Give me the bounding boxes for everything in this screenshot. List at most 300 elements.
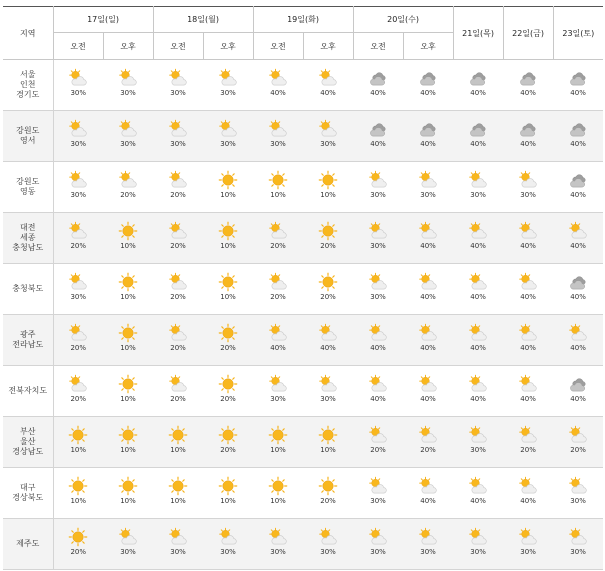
precipitation-probability: 20%	[120, 191, 136, 199]
precipitation-probability: 10%	[170, 446, 186, 454]
precipitation-probability: 40%	[570, 395, 586, 403]
partly-cloudy-icon	[568, 221, 588, 241]
region-cell	[3, 315, 53, 366]
precipitation-probability: 30%	[70, 293, 87, 301]
precipitation-probability: 20%	[170, 191, 186, 199]
am-header: 오전	[353, 33, 403, 60]
am-header: 오전	[153, 33, 203, 60]
table-body	[3, 60, 603, 570]
sunny-icon	[218, 425, 238, 445]
forecast-cell	[403, 60, 453, 111]
partly-cloudy-icon	[418, 323, 438, 343]
sunny-icon	[118, 476, 138, 496]
partly-cloudy-icon	[518, 221, 538, 241]
partly-cloudy-icon	[418, 170, 438, 190]
day-header: 17일(일)	[53, 7, 153, 33]
precipitation-probability: 10%	[220, 242, 236, 250]
precipitation-probability: 40%	[520, 344, 536, 352]
forecast-cell	[53, 213, 103, 264]
partly-cloudy-icon	[168, 170, 188, 190]
forecast-cell	[53, 519, 103, 570]
forecast-cell	[403, 366, 453, 417]
precipitation-probability: 20%	[170, 344, 186, 352]
sunny-icon	[318, 425, 338, 445]
region-name: 대전 세종 충청남도	[12, 223, 44, 252]
forecast-cell	[253, 417, 303, 468]
precipitation-probability: 40%	[570, 140, 586, 148]
precipitation-probability: 30%	[170, 548, 186, 556]
precipitation-probability: 40%	[420, 344, 436, 352]
forecast-cell	[553, 264, 603, 315]
sunny-icon	[68, 527, 88, 547]
precipitation-probability: 30%	[520, 548, 536, 556]
partly-cloudy-icon	[318, 323, 338, 343]
precipitation-probability: 40%	[470, 395, 486, 403]
forecast-cell	[353, 417, 403, 468]
region-column-header: 지역	[3, 7, 53, 60]
forecast-cell	[103, 366, 153, 417]
forecast-cell	[353, 213, 403, 264]
forecast-cell	[303, 315, 353, 366]
partly-cloudy-icon	[418, 221, 438, 241]
table-row	[3, 315, 603, 366]
precipitation-probability: 30%	[420, 191, 436, 199]
precipitation-probability: 40%	[420, 89, 436, 97]
forecast-cell	[53, 417, 103, 468]
precipitation-probability: 10%	[70, 497, 87, 505]
forecast-cell	[153, 60, 203, 111]
precipitation-probability: 10%	[220, 191, 236, 199]
partly-cloudy-icon	[68, 170, 88, 190]
region-cell	[3, 111, 53, 162]
precipitation-probability: 30%	[470, 446, 486, 454]
precipitation-probability: 30%	[70, 140, 87, 148]
precipitation-probability: 20%	[220, 344, 236, 352]
forecast-cell	[353, 60, 403, 111]
forecast-cell	[553, 519, 603, 570]
forecast-cell	[503, 468, 553, 519]
partly-cloudy-icon	[268, 119, 288, 139]
precipitation-probability: 20%	[570, 446, 586, 454]
precipitation-probability: 20%	[220, 395, 236, 403]
precipitation-probability: 10%	[320, 446, 336, 454]
precipitation-probability: 40%	[420, 293, 436, 301]
precipitation-probability: 40%	[420, 242, 436, 250]
forecast-cell	[503, 162, 553, 213]
table-row	[3, 111, 603, 162]
weather-forecast-table	[3, 6, 603, 570]
precipitation-probability: 40%	[570, 191, 586, 199]
region-cell	[3, 162, 53, 213]
partly-cloudy-icon	[568, 476, 588, 496]
precipitation-probability: 10%	[220, 497, 236, 505]
forecast-cell	[203, 264, 253, 315]
forecast-cell	[503, 264, 553, 315]
sunny-icon	[118, 272, 138, 292]
forecast-cell	[153, 111, 203, 162]
partly-cloudy-icon	[518, 374, 538, 394]
precipitation-probability: 30%	[270, 548, 286, 556]
partly-cloudy-icon	[168, 221, 188, 241]
partly-cloudy-icon	[68, 272, 88, 292]
partly-cloudy-icon	[468, 374, 488, 394]
forecast-cell	[303, 213, 353, 264]
partly-cloudy-icon	[268, 374, 288, 394]
forecast-cell	[553, 315, 603, 366]
precipitation-probability: 30%	[170, 89, 186, 97]
sunny-icon	[218, 272, 238, 292]
sunny-icon	[218, 170, 238, 190]
sunny-icon	[318, 476, 338, 496]
partly-cloudy-icon	[168, 374, 188, 394]
pm-header: 오후	[303, 33, 353, 60]
forecast-cell	[503, 60, 553, 111]
table-row	[3, 417, 603, 468]
forecast-cell	[303, 468, 353, 519]
sunny-icon	[118, 323, 138, 343]
forecast-cell	[253, 519, 303, 570]
sunny-icon	[268, 170, 288, 190]
partly-cloudy-icon	[68, 221, 88, 241]
precipitation-probability: 10%	[120, 446, 136, 454]
table-row	[3, 60, 603, 111]
precipitation-probability: 40%	[470, 89, 486, 97]
forecast-cell	[503, 315, 553, 366]
precipitation-probability: 30%	[320, 395, 336, 403]
forecast-cell	[403, 417, 453, 468]
precipitation-probability: 30%	[70, 89, 87, 97]
forecast-cell	[253, 162, 303, 213]
partly-cloudy-icon	[518, 425, 538, 445]
forecast-cell	[153, 519, 203, 570]
table-row	[3, 519, 603, 570]
partly-cloudy-icon	[168, 119, 188, 139]
sunny-icon	[318, 272, 338, 292]
table-row	[3, 213, 603, 264]
precipitation-probability: 10%	[170, 497, 186, 505]
precipitation-probability: 20%	[170, 395, 186, 403]
precipitation-probability: 10%	[270, 191, 286, 199]
forecast-cell	[553, 162, 603, 213]
forecast-cell	[253, 366, 303, 417]
precipitation-probability: 40%	[420, 497, 436, 505]
am-header: 오전	[253, 33, 303, 60]
am-header: 오전	[53, 33, 103, 60]
forecast-cell	[403, 519, 453, 570]
precipitation-probability: 10%	[120, 344, 136, 352]
precipitation-probability: 30%	[470, 191, 486, 199]
partly-cloudy-icon	[68, 323, 88, 343]
forecast-cell	[553, 468, 603, 519]
forecast-cell	[503, 417, 553, 468]
precipitation-probability: 40%	[370, 89, 386, 97]
precipitation-probability: 30%	[370, 293, 386, 301]
forecast-cell	[353, 111, 403, 162]
partly-cloudy-icon	[468, 170, 488, 190]
precipitation-probability: 40%	[470, 140, 486, 148]
forecast-cell	[353, 468, 403, 519]
partly-cloudy-icon	[518, 323, 538, 343]
partly-cloudy-icon	[518, 476, 538, 496]
precipitation-probability: 40%	[520, 395, 536, 403]
sunny-icon	[118, 221, 138, 241]
precipitation-probability: 40%	[470, 344, 486, 352]
partly-cloudy-icon	[318, 527, 338, 547]
forecast-cell	[403, 468, 453, 519]
partly-cloudy-icon	[268, 221, 288, 241]
precipitation-probability: 30%	[570, 497, 586, 505]
precipitation-probability: 20%	[170, 242, 186, 250]
region-cell	[3, 519, 53, 570]
sunny-icon	[68, 476, 88, 496]
forecast-cell	[203, 111, 253, 162]
cloudy-icon	[368, 68, 388, 88]
forecast-cell	[153, 162, 203, 213]
forecast-cell	[403, 315, 453, 366]
partly-cloudy-icon	[518, 272, 538, 292]
precipitation-probability: 20%	[320, 293, 336, 301]
partly-cloudy-icon	[168, 272, 188, 292]
region-name: 충청북도	[12, 284, 44, 293]
sunny-icon	[218, 323, 238, 343]
sunny-icon	[168, 425, 188, 445]
forecast-cell	[203, 519, 253, 570]
precipitation-probability: 40%	[370, 140, 386, 148]
forecast-cell	[453, 468, 503, 519]
forecast-cell	[203, 366, 253, 417]
partly-cloudy-icon	[368, 170, 388, 190]
partly-cloudy-icon	[218, 527, 238, 547]
forecast-cell	[503, 213, 553, 264]
sunny-icon	[268, 425, 288, 445]
partly-cloudy-icon	[168, 68, 188, 88]
forecast-cell	[303, 264, 353, 315]
forecast-cell	[303, 417, 353, 468]
forecast-cell	[203, 162, 253, 213]
precipitation-probability: 30%	[120, 548, 136, 556]
partly-cloudy-icon	[168, 527, 188, 547]
precipitation-probability: 10%	[270, 497, 286, 505]
partly-cloudy-icon	[368, 272, 388, 292]
precipitation-probability: 20%	[270, 242, 286, 250]
partly-cloudy-icon	[468, 323, 488, 343]
forecast-cell	[103, 213, 153, 264]
sunny-icon	[218, 476, 238, 496]
precipitation-probability: 30%	[370, 191, 386, 199]
precipitation-probability: 40%	[420, 140, 436, 148]
forecast-cell	[153, 315, 203, 366]
precipitation-probability: 10%	[120, 395, 136, 403]
precipitation-probability: 40%	[520, 140, 536, 148]
forecast-cell	[403, 213, 453, 264]
precipitation-probability: 30%	[220, 89, 236, 97]
precipitation-probability: 30%	[570, 548, 586, 556]
forecast-cell	[303, 111, 353, 162]
precipitation-probability: 40%	[570, 242, 586, 250]
region-cell	[3, 417, 53, 468]
table-header	[3, 7, 603, 60]
precipitation-probability: 10%	[220, 293, 236, 301]
precipitation-probability: 30%	[320, 140, 336, 148]
precipitation-probability: 40%	[470, 293, 486, 301]
partly-cloudy-icon	[218, 119, 238, 139]
precipitation-probability: 20%	[370, 446, 386, 454]
forecast-cell	[53, 468, 103, 519]
partly-cloudy-icon	[518, 527, 538, 547]
precipitation-probability: 40%	[570, 293, 586, 301]
forecast-cell	[203, 60, 253, 111]
day-header: 22일(금)	[503, 7, 553, 60]
precipitation-probability: 40%	[320, 89, 336, 97]
precipitation-probability: 10%	[70, 446, 87, 454]
precipitation-probability: 20%	[320, 497, 336, 505]
partly-cloudy-icon	[218, 68, 238, 88]
partly-cloudy-icon	[518, 170, 538, 190]
region-name: 광주 전라남도	[12, 330, 44, 349]
precipitation-probability: 30%	[120, 89, 136, 97]
forecast-cell	[203, 213, 253, 264]
precipitation-probability: 30%	[270, 140, 286, 148]
partly-cloudy-icon	[118, 170, 138, 190]
precipitation-probability: 30%	[470, 548, 486, 556]
partly-cloudy-icon	[418, 374, 438, 394]
precipitation-probability: 40%	[570, 89, 586, 97]
region-cell	[3, 366, 53, 417]
region-name: 강원도 영동	[16, 177, 40, 196]
partly-cloudy-icon	[118, 527, 138, 547]
precipitation-probability: 30%	[320, 548, 336, 556]
region-name: 제주도	[16, 539, 40, 548]
precipitation-probability: 30%	[420, 548, 436, 556]
cloudy-icon	[568, 170, 588, 190]
region-name: 서울 인천 경기도	[16, 70, 40, 99]
precipitation-probability: 20%	[420, 446, 436, 454]
forecast-cell	[453, 213, 503, 264]
partly-cloudy-icon	[468, 476, 488, 496]
partly-cloudy-icon	[468, 425, 488, 445]
forecast-cell	[153, 366, 203, 417]
precipitation-probability: 30%	[220, 140, 236, 148]
forecast-cell	[303, 162, 353, 213]
forecast-cell	[353, 315, 403, 366]
partly-cloudy-icon	[168, 323, 188, 343]
cloudy-icon	[418, 68, 438, 88]
forecast-cell	[103, 468, 153, 519]
precipitation-probability: 30%	[370, 497, 386, 505]
forecast-cell	[103, 111, 153, 162]
sunny-icon	[118, 425, 138, 445]
partly-cloudy-icon	[368, 221, 388, 241]
day-header: 19일(화)	[253, 7, 353, 33]
forecast-cell	[103, 417, 153, 468]
partly-cloudy-icon	[568, 425, 588, 445]
sunny-icon	[168, 476, 188, 496]
cloudy-icon	[368, 119, 388, 139]
sunny-icon	[268, 476, 288, 496]
table-row	[3, 468, 603, 519]
partly-cloudy-icon	[268, 68, 288, 88]
cloudy-icon	[568, 119, 588, 139]
region-cell	[3, 60, 53, 111]
cloudy-icon	[568, 374, 588, 394]
partly-cloudy-icon	[268, 323, 288, 343]
cloudy-icon	[468, 119, 488, 139]
forecast-cell	[553, 213, 603, 264]
forecast-cell	[453, 417, 503, 468]
forecast-cell	[203, 315, 253, 366]
forecast-cell	[353, 519, 403, 570]
cloudy-icon	[568, 68, 588, 88]
partly-cloudy-icon	[318, 119, 338, 139]
precipitation-probability: 30%	[170, 140, 186, 148]
forecast-cell	[503, 366, 553, 417]
cloudy-icon	[518, 119, 538, 139]
forecast-cell	[153, 264, 203, 315]
table-row	[3, 264, 603, 315]
forecast-cell	[453, 162, 503, 213]
precipitation-probability: 40%	[470, 242, 486, 250]
forecast-cell	[453, 315, 503, 366]
forecast-cell	[553, 111, 603, 162]
partly-cloudy-icon	[418, 425, 438, 445]
table-row	[3, 366, 603, 417]
forecast-cell	[203, 417, 253, 468]
precipitation-probability: 10%	[270, 446, 286, 454]
pm-header: 오후	[403, 33, 453, 60]
forecast-cell	[103, 264, 153, 315]
forecast-cell	[453, 111, 503, 162]
pm-header: 오후	[103, 33, 153, 60]
forecast-cell	[53, 60, 103, 111]
partly-cloudy-icon	[368, 527, 388, 547]
partly-cloudy-icon	[368, 476, 388, 496]
forecast-cell	[303, 519, 353, 570]
region-name: 대구 경상북도	[12, 483, 44, 502]
sunny-icon	[218, 221, 238, 241]
forecast-cell	[553, 417, 603, 468]
cloudy-icon	[568, 272, 588, 292]
forecast-cell	[253, 264, 303, 315]
precipitation-probability: 10%	[320, 191, 336, 199]
partly-cloudy-icon	[318, 68, 338, 88]
forecast-cell	[303, 366, 353, 417]
precipitation-probability: 30%	[370, 548, 386, 556]
precipitation-probability: 20%	[520, 446, 536, 454]
partly-cloudy-icon	[568, 323, 588, 343]
precipitation-probability: 30%	[520, 191, 536, 199]
partly-cloudy-icon	[68, 374, 88, 394]
precipitation-probability: 30%	[370, 242, 386, 250]
partly-cloudy-icon	[568, 527, 588, 547]
forecast-cell	[103, 162, 153, 213]
precipitation-probability: 40%	[520, 497, 536, 505]
partly-cloudy-icon	[418, 272, 438, 292]
forecast-cell	[353, 264, 403, 315]
precipitation-probability: 40%	[370, 395, 386, 403]
forecast-cell	[453, 60, 503, 111]
precipitation-probability: 20%	[320, 242, 336, 250]
sunny-icon	[318, 221, 338, 241]
precipitation-probability: 20%	[220, 446, 236, 454]
forecast-cell	[553, 366, 603, 417]
sunny-icon	[68, 425, 88, 445]
day-header: 20일(수)	[353, 7, 453, 33]
forecast-cell	[153, 468, 203, 519]
precipitation-probability: 20%	[70, 395, 87, 403]
region-name: 부산 울산 경상남도	[12, 427, 44, 456]
partly-cloudy-icon	[468, 221, 488, 241]
forecast-cell	[153, 417, 203, 468]
